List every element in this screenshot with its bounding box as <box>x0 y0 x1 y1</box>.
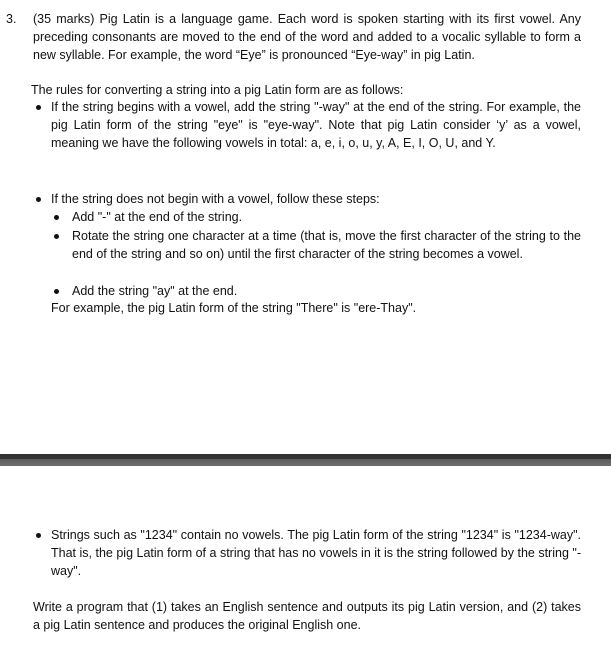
bullet-icon <box>36 105 41 110</box>
bullet-icon <box>54 289 59 294</box>
question-intro: (35 marks) Pig Latin is a language game. Each word is spoken starting with its first vowel. Any preceding consonants are moved to the end of the word and added to a vocalic syllable to form a new syllable. For example, the word “Eye” is pronounced “Eye-way” in pig Latin. <box>33 12 581 62</box>
page-divider <box>0 454 611 466</box>
rules-intro: The rules for converting a string into a pig Latin form are as follows: <box>31 83 404 97</box>
bullet-icon <box>54 215 59 220</box>
rule-no-vowel: Strings such as "1234" contain no vowels. The pig Latin form of the string "1234" is "1234-way". That is, the pig Latin form of a string that has no vowels in it is the string followed by the string "-way". <box>51 528 581 578</box>
bullet-icon <box>54 234 59 239</box>
step-item: Add the string "ay" at the end. <box>72 284 238 298</box>
question-number: 3. <box>6 12 17 26</box>
consonant-example: For example, the pig Latin form of the string "There" is "ere-Thay". <box>51 301 417 315</box>
rule-consonant: If the string does not begin with a vowel, follow these steps: <box>51 192 380 206</box>
step-item: Add "-" at the end of the string. <box>72 210 243 224</box>
bullet-icon <box>36 197 41 202</box>
bullet-icon <box>36 533 41 538</box>
task-statement: Write a program that (1) takes an English sentence and outputs its pig Latin version, and (2) takes a pig Latin sentence and produces the original English one. <box>33 600 581 632</box>
rule-vowel: If the string begins with a vowel, add the string "-way" at the end of the string. For example, the pig Latin form of the string "eye" is "eye-way". Note that pig Latin consider ‘y’ as a vowel, meaning we have the following vowels in total: a, e, i, o, u, y, A, E, I, O, U, and Y. <box>51 100 581 150</box>
step-item: Rotate the string one character at a time (that is, move the first character of the string to the end of the string and so on) until the first character of the string becomes a vowel. <box>72 229 581 261</box>
